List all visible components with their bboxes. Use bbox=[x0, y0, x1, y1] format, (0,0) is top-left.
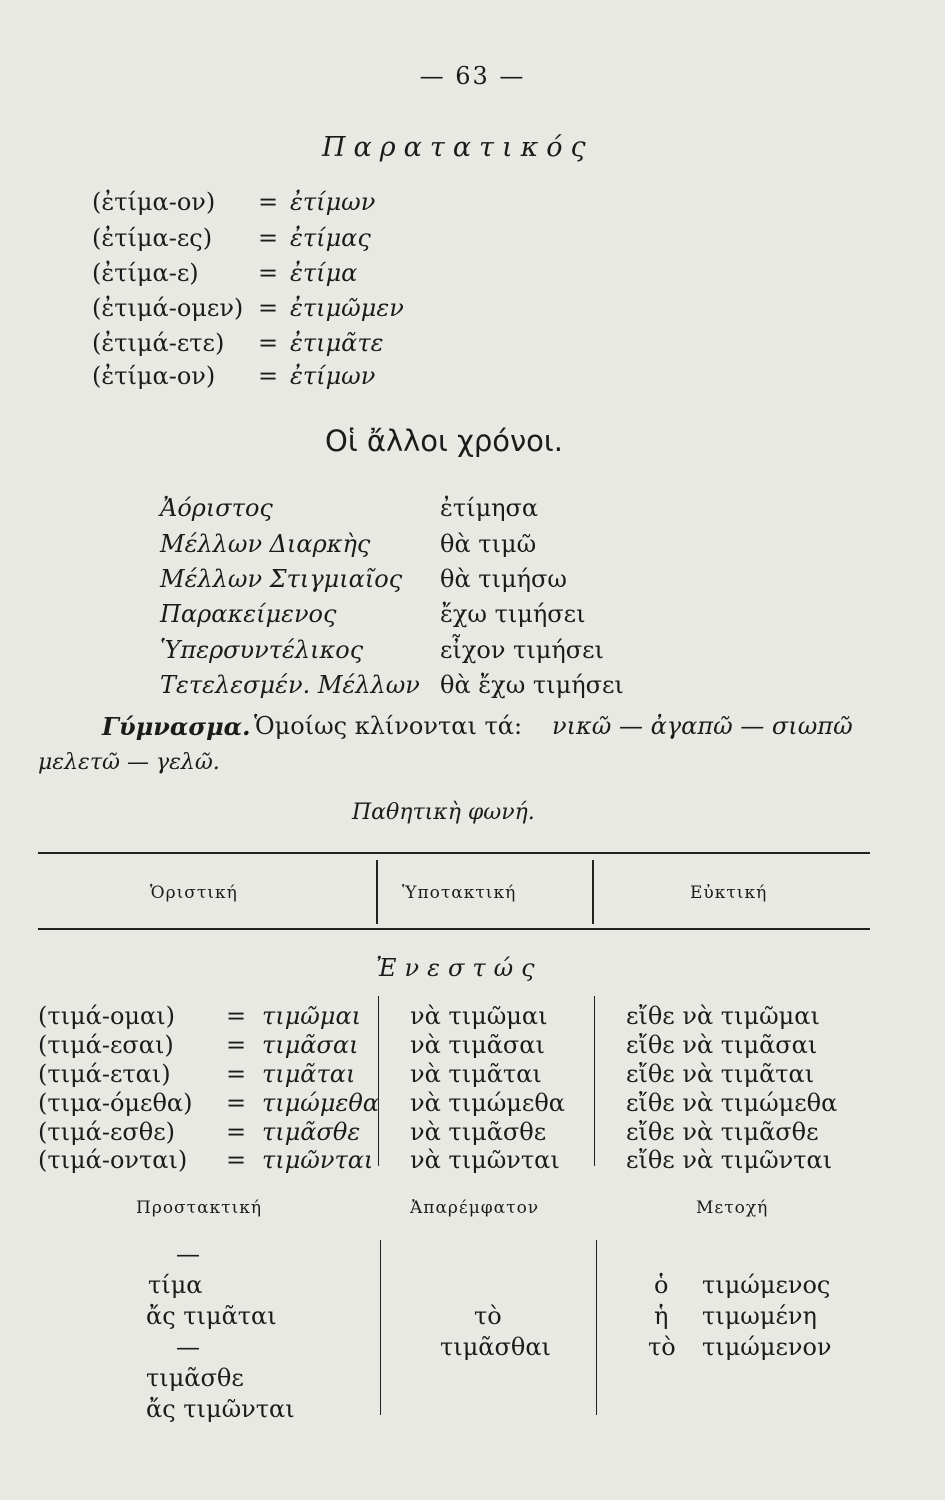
header-divider bbox=[592, 860, 594, 924]
imperfect-raw-form: (ἐτιμά-ομεν) bbox=[92, 294, 244, 322]
participle-form: τιμώμενον bbox=[702, 1333, 832, 1361]
infinitive-article: τὸ bbox=[474, 1302, 502, 1330]
other-tenses-heading: Οἱ ἄλλοι χρόνοι. bbox=[325, 424, 563, 458]
equals-sign: = bbox=[226, 1118, 247, 1146]
rule-bottom bbox=[38, 928, 870, 930]
imperfect-raw-form: (ἐτίμα-ες) bbox=[92, 224, 213, 252]
equals-sign: = bbox=[258, 294, 279, 322]
imperfect-raw-form: (ἐτίμα-ον) bbox=[92, 188, 216, 216]
equals-sign: = bbox=[258, 188, 279, 216]
raw-form: (τιμά-ομαι) bbox=[38, 1002, 175, 1030]
contracted-form: τιμᾶται bbox=[262, 1060, 356, 1088]
subjunctive-form: νὰ τιμώμεθα bbox=[410, 1089, 565, 1117]
imperative-dash: — bbox=[176, 1333, 200, 1361]
equals-sign: = bbox=[258, 224, 279, 252]
page-number: — 63 — bbox=[419, 62, 526, 90]
contracted-form: τιμῶνται bbox=[262, 1146, 374, 1174]
tense-name: Παρακείμενος bbox=[160, 600, 337, 628]
imperfect-contracted-form: ἐτίμα bbox=[290, 259, 358, 287]
header-divider bbox=[376, 860, 378, 924]
tense-form: ἐτίμησα bbox=[440, 494, 539, 522]
equals-sign: = bbox=[258, 362, 279, 390]
column-divider bbox=[378, 996, 379, 1166]
col-header-imperative: Προστακτική bbox=[136, 1198, 263, 1218]
tense-name: Ἀόριστος bbox=[160, 494, 273, 522]
column-divider bbox=[594, 996, 595, 1166]
imperfect-contracted-form: ἐτιμᾶτε bbox=[290, 329, 384, 357]
raw-form: (τιμά-εσαι) bbox=[38, 1031, 174, 1059]
infinitive-form: τιμᾶσθαι bbox=[440, 1333, 551, 1361]
subjunctive-form: νὰ τιμᾶται bbox=[410, 1060, 542, 1088]
column-divider bbox=[380, 1240, 381, 1415]
participle-form: τιμωμένη bbox=[702, 1302, 817, 1330]
imperative-form: τίμα bbox=[148, 1271, 203, 1299]
tense-form: ἔχω τιμήσει bbox=[440, 600, 586, 628]
col-header-subjunctive: Ὑποτακτική bbox=[402, 883, 517, 903]
exercise-text: Ὁμοίως κλίνονται τά: bbox=[254, 712, 523, 740]
column-divider bbox=[596, 1240, 597, 1415]
equals-sign: = bbox=[226, 1002, 247, 1030]
exercise-words: νικῶ — ἀγαπῶ — σιωπῶ bbox=[552, 712, 853, 740]
optative-form: εἴθε νὰ τιμῶμαι bbox=[626, 1002, 820, 1030]
optative-form: εἴθε νὰ τιμᾶται bbox=[626, 1060, 815, 1088]
equals-sign: = bbox=[226, 1060, 247, 1088]
contracted-form: τιμᾶσαι bbox=[262, 1031, 359, 1059]
passive-title: Παθητικὴ φωνή. bbox=[352, 800, 535, 825]
imperfect-title: Παρατατικός bbox=[322, 132, 594, 163]
subjunctive-form: νὰ τιμῶνται bbox=[410, 1146, 560, 1174]
tense-name: Μέλλων Στιγμιαῖος bbox=[160, 565, 403, 593]
exercise-label: Γύμνασμα. bbox=[102, 712, 251, 741]
raw-form: (τιμά-ονται) bbox=[38, 1146, 188, 1174]
participle-form: τιμώμενος bbox=[702, 1271, 831, 1299]
optative-form: εἴθε νὰ τιμᾶσθε bbox=[626, 1118, 819, 1146]
imperfect-contracted-form: ἐτίμας bbox=[290, 224, 371, 252]
imperative-form: ἄς τιμῶνται bbox=[146, 1395, 295, 1423]
exercise-words-continued: μελετῶ — γελῶ. bbox=[38, 750, 220, 775]
tense-name: Ὑπερσυντέλικος bbox=[160, 636, 364, 664]
participle-article: τὸ bbox=[648, 1333, 676, 1361]
imperfect-contracted-form: ἐτίμων bbox=[290, 188, 376, 216]
tense-form: εἶχον τιμήσει bbox=[440, 636, 604, 664]
raw-form: (τιμά-εται) bbox=[38, 1060, 171, 1088]
imperfect-contracted-form: ἐτιμῶμεν bbox=[290, 294, 404, 322]
imperative-dash: — bbox=[176, 1240, 200, 1268]
raw-form: (τιμα-όμεθα) bbox=[38, 1089, 193, 1117]
imperfect-raw-form: (ἐτιμά-ετε) bbox=[92, 329, 225, 357]
participle-article: ἡ bbox=[654, 1302, 669, 1330]
tense-form: θὰ τιμῶ bbox=[440, 530, 537, 558]
imperative-form: ἄς τιμᾶται bbox=[146, 1302, 277, 1330]
present-tense-title: Ἐνεστώς bbox=[376, 954, 543, 982]
tense-form: θὰ ἔχω τιμήσει bbox=[440, 671, 624, 699]
subjunctive-form: νὰ τιμᾶσθε bbox=[410, 1118, 547, 1146]
optative-form: εἴθε νὰ τιμῶνται bbox=[626, 1146, 833, 1174]
tense-name: Τετελεσμέν. Μέλλων bbox=[160, 671, 420, 699]
raw-form: (τιμά-εσθε) bbox=[38, 1118, 176, 1146]
equals-sign: = bbox=[226, 1146, 247, 1174]
contracted-form: τιμῶμαι bbox=[262, 1002, 362, 1030]
participle-article: ὁ bbox=[654, 1271, 669, 1299]
rule-top bbox=[38, 852, 870, 854]
subjunctive-form: νὰ τιμῶμαι bbox=[410, 1002, 548, 1030]
imperfect-contracted-form: ἐτίμων bbox=[290, 362, 376, 390]
col-header-infinitive: Ἀπαρέμφατον bbox=[410, 1198, 540, 1218]
optative-form: εἴθε νὰ τιμώμεθα bbox=[626, 1089, 838, 1117]
col-header-participle: Μετοχή bbox=[696, 1198, 769, 1218]
col-header-optative: Εὐκτική bbox=[690, 883, 768, 903]
equals-sign: = bbox=[258, 259, 279, 287]
equals-sign: = bbox=[226, 1031, 247, 1059]
optative-form: εἴθε νὰ τιμᾶσαι bbox=[626, 1031, 818, 1059]
contracted-form: τιμᾶσθε bbox=[262, 1118, 361, 1146]
imperfect-raw-form: (ἐτίμα-ε) bbox=[92, 259, 199, 287]
equals-sign: = bbox=[226, 1089, 247, 1117]
contracted-form: τιμώμεθα bbox=[262, 1089, 379, 1117]
imperative-form: τιμᾶσθε bbox=[146, 1364, 244, 1392]
tense-name: Μέλλων Διαρκὴς bbox=[160, 530, 371, 558]
subjunctive-form: νὰ τιμᾶσαι bbox=[410, 1031, 545, 1059]
tense-form: θὰ τιμήσω bbox=[440, 565, 567, 593]
equals-sign: = bbox=[258, 329, 279, 357]
col-header-indicative: Ὁριστική bbox=[150, 883, 238, 903]
imperfect-raw-form: (ἐτίμα-ον) bbox=[92, 362, 216, 390]
